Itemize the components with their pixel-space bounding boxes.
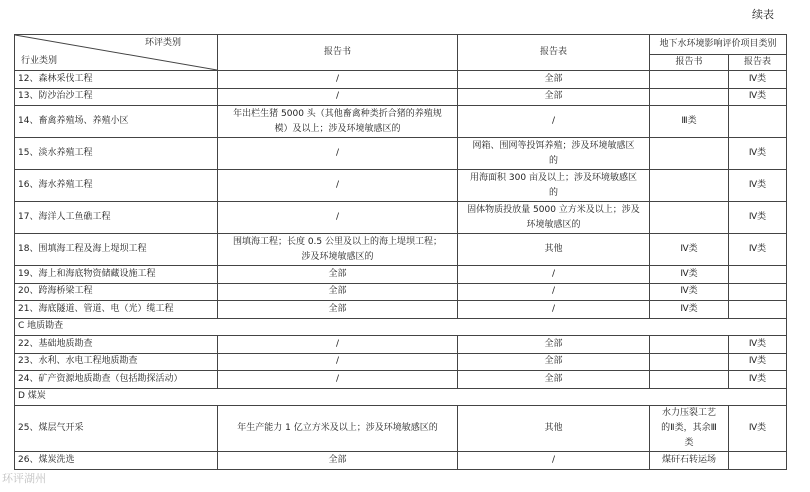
section-heading: C 地质勘查: [15, 318, 787, 336]
row-industry: 13、防沙治沙工程: [15, 88, 218, 106]
row-report-book: 全部: [218, 452, 458, 470]
row-report-form-line: 的: [548, 155, 558, 166]
classification-table: [14, 34, 787, 470]
header-report-form: 报告表: [458, 35, 650, 71]
section-row: [15, 318, 787, 336]
header-industry-category: 行业类别: [21, 56, 58, 66]
row-report-book: 全部: [218, 266, 458, 284]
row-gw-book-line: 水力压裂工艺: [661, 408, 716, 418]
row-report-book-line: 涉及环境敏感区的: [301, 251, 374, 262]
table-row: [15, 88, 787, 106]
row-gw-book: 煤矸石转运场: [650, 452, 729, 470]
row-industry: 20、跨海桥梁工程: [15, 283, 218, 301]
row-gw-book: [650, 88, 729, 106]
row-industry: 22、基础地质勘查: [15, 336, 218, 354]
row-gw-form: Ⅳ类: [729, 202, 787, 234]
row-report-form: [458, 170, 650, 202]
row-industry: 18、围填海工程及海上堤坝工程: [15, 234, 218, 266]
row-industry: 16、海水养殖工程: [15, 170, 218, 202]
row-industry: 15、淡水养殖工程: [15, 138, 218, 170]
row-report-book-line: 年出栏生猪 5000 头（其他畜禽种类折合猪的养殖规: [233, 108, 442, 119]
row-report-book: /: [218, 88, 458, 106]
row-report-form: 全部: [458, 353, 650, 371]
row-industry: 12、森林采伐工程: [15, 71, 218, 89]
table-row: [15, 71, 787, 89]
row-gw-form: Ⅳ类: [729, 336, 787, 354]
table-row: [15, 266, 787, 284]
row-report-book-line: 模）及以上；涉及环境敏感区的: [274, 123, 401, 134]
row-gw-book: [650, 336, 729, 354]
row-gw-form: Ⅳ类: [729, 353, 787, 371]
row-gw-form: [729, 283, 787, 301]
row-report-book: [218, 234, 458, 266]
row-gw-book: [650, 138, 729, 170]
header-groundwater-group: 地下水环境影响评价项目类别: [650, 35, 787, 55]
watermark: 环评湖州: [2, 472, 46, 485]
header-report-book: 报告书: [218, 35, 458, 71]
row-report-book: /: [218, 170, 458, 202]
row-report-form: 全部: [458, 88, 650, 106]
row-report-form: /: [458, 301, 650, 319]
section-heading: D 煤炭: [15, 388, 787, 406]
row-report-form: /: [458, 266, 650, 284]
header-env-category: 环评类别: [144, 38, 181, 48]
row-gw-form: Ⅳ类: [729, 371, 787, 389]
row-report-form-line: 的: [548, 187, 558, 198]
row-gw-form: Ⅳ类: [729, 406, 787, 452]
row-report-book: /: [218, 138, 458, 170]
row-report-form: 全部: [458, 71, 650, 89]
row-gw-book-line: 的Ⅱ类，其余Ⅲ: [661, 423, 717, 433]
row-gw-book: [650, 71, 729, 89]
row-industry: 26、煤炭洗选: [15, 452, 218, 470]
row-industry: 21、海底隧道、管道、电（光）缆工程: [15, 301, 218, 319]
table-row: [15, 138, 787, 170]
row-report-form: 全部: [458, 336, 650, 354]
section-row: [15, 388, 787, 406]
row-gw-form: Ⅳ类: [729, 170, 787, 202]
row-report-form-line: 固体物质投放量 5000 立方米及以上；涉及: [467, 204, 640, 215]
header-gw-report-form: 报告表: [729, 55, 787, 71]
table-row: [15, 406, 787, 452]
row-industry: 19、海上和海底物资储藏设施工程: [15, 266, 218, 284]
row-gw-form: Ⅳ类: [729, 71, 787, 89]
row-report-book: /: [218, 371, 458, 389]
row-industry: 23、水利、水电工程地质勘查: [15, 353, 218, 371]
row-gw-form: Ⅳ类: [729, 88, 787, 106]
table-row: [15, 283, 787, 301]
row-gw-book: Ⅳ类: [650, 283, 729, 301]
row-gw-book-line: 类: [684, 438, 694, 448]
row-gw-form: Ⅳ类: [729, 234, 787, 266]
row-report-form-line: 用海面积 300 亩及以上；涉及环境敏感区: [470, 172, 637, 183]
row-gw-book: Ⅳ类: [650, 266, 729, 284]
header-gw-report-book: 报告书: [650, 55, 729, 71]
row-report-form: /: [458, 452, 650, 470]
row-gw-form: [729, 301, 787, 319]
row-report-form: 其他: [458, 234, 650, 266]
table-row: [15, 301, 787, 319]
row-industry: 25、煤层气开采: [15, 406, 218, 452]
row-gw-book: [650, 170, 729, 202]
row-report-book-line: 围填海工程；长度 0.5 公里及以上的海上堤坝工程；: [232, 236, 443, 247]
row-report-form: /: [458, 106, 650, 138]
row-industry: 17、海洋人工鱼礁工程: [15, 202, 218, 234]
table-row: [15, 234, 787, 266]
row-report-book: /: [218, 202, 458, 234]
row-report-form: 全部: [458, 371, 650, 389]
row-report-form-line: 网箱、围网等投饵养殖；涉及环境敏感区: [472, 140, 635, 151]
row-report-form: /: [458, 283, 650, 301]
table-row: [15, 371, 787, 389]
table-row: [15, 353, 787, 371]
table-row: [15, 336, 787, 354]
row-report-form: [458, 138, 650, 170]
row-gw-book: [650, 371, 729, 389]
row-report-form-line: 环境敏感区的: [526, 219, 581, 230]
table-row: [15, 170, 787, 202]
row-gw-book: Ⅳ类: [650, 234, 729, 266]
row-report-book: 全部: [218, 301, 458, 319]
row-report-book: [218, 106, 458, 138]
row-report-book: 全部: [218, 283, 458, 301]
row-gw-book: [650, 353, 729, 371]
table-row: [15, 202, 787, 234]
row-report-book: 年生产能力 1 亿立方米及以上；涉及环境敏感区的: [218, 406, 458, 452]
table-row: [15, 106, 787, 138]
row-gw-book: [650, 202, 729, 234]
row-gw-form: [729, 106, 787, 138]
row-gw-book: Ⅳ类: [650, 301, 729, 319]
continued-label: 续表: [752, 8, 774, 21]
header-diagonal-cell: [15, 35, 218, 71]
row-industry: 14、畜禽养殖场、养殖小区: [15, 106, 218, 138]
row-report-book: /: [218, 71, 458, 89]
table-row: [15, 452, 787, 470]
row-industry: 24、矿产资源地质勘查（包括勘探活动）: [15, 371, 218, 389]
row-gw-book: [650, 406, 729, 452]
row-report-form: 其他: [458, 406, 650, 452]
row-report-book: /: [218, 336, 458, 354]
row-report-book: /: [218, 353, 458, 371]
row-report-form: [458, 202, 650, 234]
row-gw-form: [729, 452, 787, 470]
row-gw-form: Ⅳ类: [729, 138, 787, 170]
row-gw-form: [729, 266, 787, 284]
row-gw-book: Ⅲ类: [650, 106, 729, 138]
